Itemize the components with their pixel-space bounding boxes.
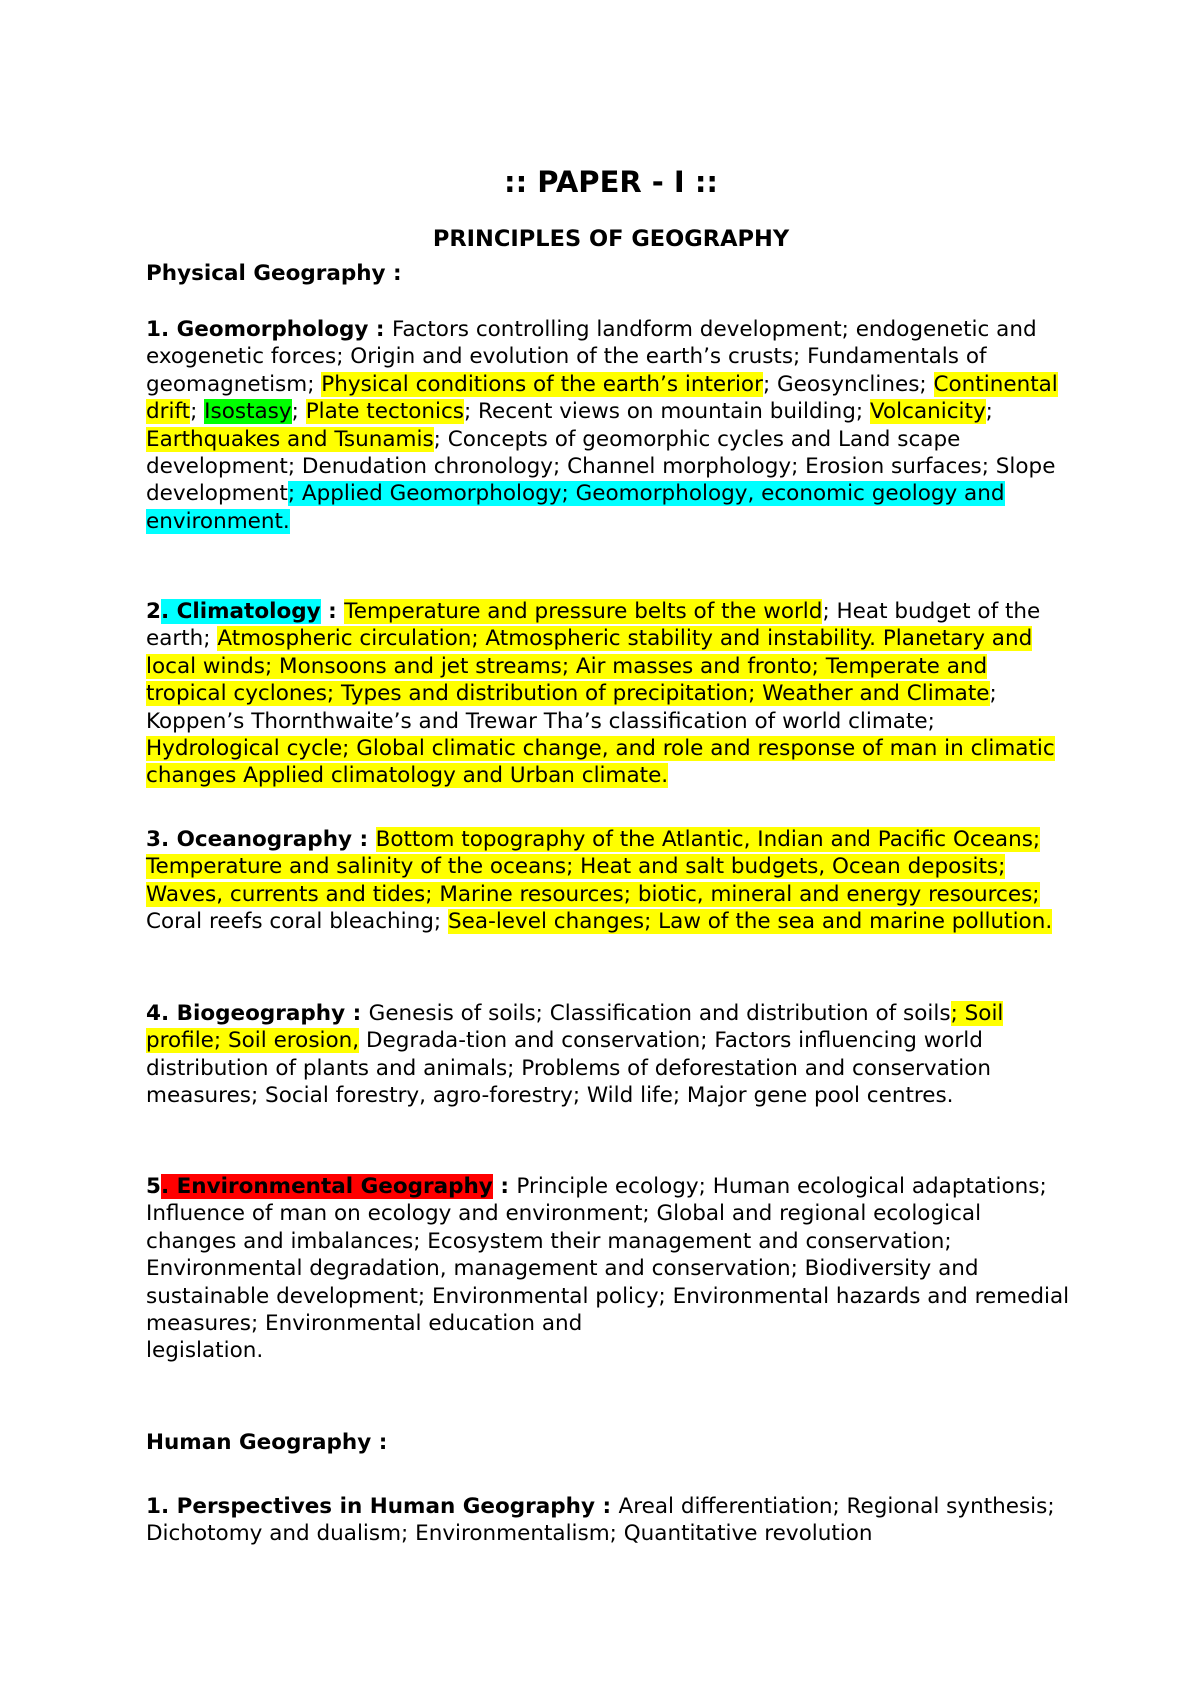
highlighted-text: Sea-level changes; Law of the sea and marine pollution. [448, 909, 1053, 935]
topic-number: 2 [146, 599, 161, 624]
topic-title: 4. Biogeography : [146, 1001, 369, 1026]
highlighted-text: Volcanicity [869, 399, 986, 425]
topic-title: 1. Perspectives in Human Geography : [146, 1494, 619, 1519]
paper-title: :: PAPER - I :: [503, 165, 719, 199]
topic-text: ; [291, 399, 306, 425]
paper-subtitle: PRINCIPLES OF GEOGRAPHY [432, 226, 790, 252]
topic-text: ; Koppen’s Thornthwaite’s and Trewar Tha’s classification of world climate; [146, 681, 997, 734]
topic-oceanography [146, 826, 1071, 936]
highlighted-text: ; Applied Geomorphology; Geomorphology, economic geology and environment. [146, 481, 1005, 534]
highlighted-text: Hydrological cycle; Global climatic change, and role and response of man in climatic changes Applied climatology and Urban climate. [146, 736, 1055, 789]
topic-text: Areal differentiation; Regional synthesis; Dichotomy and dualism; Environmentalism; Quantitative revolution [146, 1494, 1055, 1547]
topic-text: ; [190, 399, 205, 425]
topic-number: 5 [146, 1174, 161, 1199]
topic-text: ; Recent views on mountain building; [463, 399, 870, 425]
topic-geomorphology [146, 316, 1071, 535]
highlighted-text: Isostasy [204, 399, 292, 425]
topic-biogeography [146, 1000, 1071, 1110]
highlighted-text: Atmospheric circulation; Atmospheric stability and instability. Planetary and local winds; Monsoons and jet streams; Air masses and fronto; Temperate and tropical cyclones; Types and distribution of precipitation; Weather and Climate [146, 626, 1033, 707]
topic-climatology [146, 598, 1071, 790]
topic-text: ; Heat budget of the earth; [146, 599, 1041, 652]
highlighted-text: Physical conditions of the earth’s interior [321, 371, 763, 397]
topic-separator: : [492, 1174, 517, 1199]
topic-title: . Climatology [160, 599, 321, 624]
section-heading-human: Human Geography : [146, 1430, 388, 1455]
topic-text: legislation. [146, 1338, 264, 1364]
topic-perspectives-human-geography [146, 1493, 1071, 1548]
topic-text: Principle ecology; Human ecological adaptations; Influence of man on ecology and environment; Global and regional ecological changes and imbalances; Ecosystem their management and conservation; Environmental degradation, management and conservation; Biodiversity and sustainable development; Environmental policy; Environmental hazards and remedial measures; Environmental education and [146, 1174, 1070, 1337]
topic-title: . Environmental Geography [160, 1174, 493, 1199]
highlighted-text: ; Soil profile; Soil erosion, [146, 1001, 1004, 1054]
highlighted-text: Continental drift [146, 371, 1058, 425]
topic-text: Coral reefs coral bleaching; [146, 909, 449, 935]
topic-environmental-geography [146, 1173, 1071, 1365]
highlighted-text: Temperature and pressure belts of the world [344, 599, 823, 624]
highlighted-text: Plate tectonics [305, 399, 464, 425]
topic-text: Factors controlling landform development; endogenetic and exogenetic forces; Origin and evolution of the earth’s crusts; Fundamentals of geomagnetism; [146, 317, 1037, 397]
highlighted-text: Earthquakes and Tsunamis [146, 426, 434, 452]
topic-text: Genesis of soils; Classification and distribution of soils [368, 1001, 951, 1026]
section-heading-physical: Physical Geography : [146, 261, 402, 286]
topic-text: Degrada-tion and conservation; Factors influencing world distribution of plants and animals; Problems of deforestation and conservation measures; Social forestry, agro-forestry; Wild life; Major gene pool centres. [146, 1028, 991, 1109]
highlighted-text: Bottom topography of the Atlantic, Indian and Pacific Oceans; Temperature and salinity of the oceans; Heat and salt budgets, Ocean deposits; Waves, currents and tides; Marine resources; biotic, mineral and energy resources; [146, 827, 1041, 907]
topic-title: 3. Oceanography : [146, 827, 376, 852]
topic-text: ; Geosynclines; [762, 371, 934, 397]
topic-text: ; Concepts of geomorphic cycles and Land scape development; Denudation chronology; Channel morphology; Erosion surfaces; Slope development [146, 426, 1056, 507]
topic-separator: : [320, 599, 345, 624]
topic-text: ; [985, 399, 993, 425]
topic-title: 1. Geomorphology : [146, 317, 392, 342]
